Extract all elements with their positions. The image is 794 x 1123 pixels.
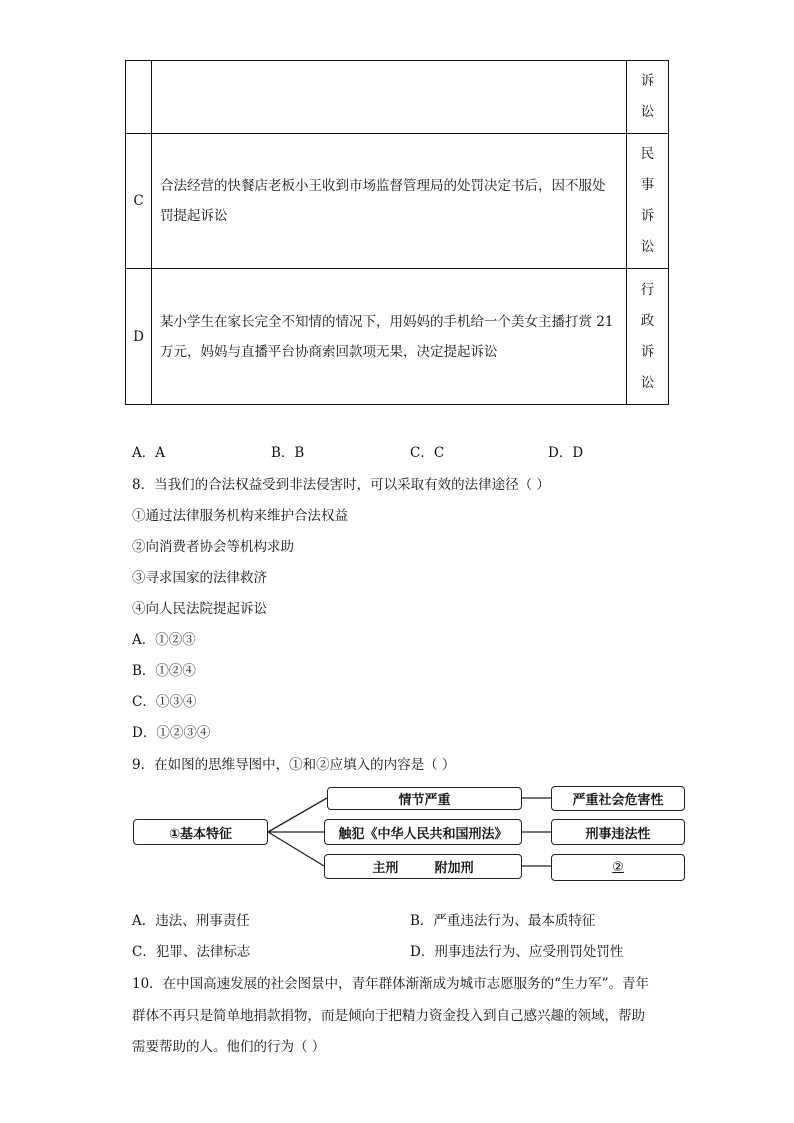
row-type: 民 事 诉 讼 (640, 146, 655, 255)
map-root-box: ①基本特征 (133, 819, 268, 845)
q8-item: ②向消费者协会等机构求助 (132, 539, 294, 555)
question-10-line: 10．在中国高速发展的社会图景中，青年群体渐渐成为城市志愿服务的“生力军”。青年 (132, 976, 649, 992)
map-mid-box: 主刑 附加刑 (324, 854, 522, 879)
option-b[interactable]: B．①②④ (132, 663, 196, 679)
map-right-box: 刑事违法性 (551, 819, 685, 845)
row-content: 合法经营的快餐店老板小王收到市场监督管理局的处罚决定书后，因不服处 罚提起诉讼 (152, 134, 627, 269)
map-mid-box: 情节严重 (327, 787, 522, 810)
option-b[interactable]: B．B (271, 445, 305, 461)
option-b[interactable]: B．严重违法行为、最本质特征 (410, 913, 596, 929)
option-a[interactable]: A．①②③ (132, 632, 196, 648)
option-c[interactable]: C．①③④ (132, 694, 197, 710)
option-a[interactable]: A．A (132, 445, 165, 461)
question-9-stem: 9．在如图的思维导图中，①和②应填入的内容是（ ） (132, 757, 456, 773)
map-right-box: 严重社会危害性 (551, 786, 685, 811)
row-content: 某小学生在家长完全不知情的情况下，用妈妈的手机给一个美女主播打赏 21 万元，妈妈与直播平台协商索回款项无果，决定提起诉讼 (152, 269, 627, 405)
row-letter: D (126, 269, 152, 405)
row-letter: C (126, 134, 152, 269)
row-type: 行 政 诉 讼 (640, 281, 655, 391)
row-type: 诉 讼 (640, 73, 655, 120)
option-d[interactable]: D．D (548, 445, 584, 461)
map-mid-box: 触犯《中华人民共和国刑法》 (324, 819, 522, 845)
q8-item: ③寻求国家的法律救济 (132, 570, 267, 586)
option-d[interactable]: D．①②③④ (132, 725, 211, 741)
option-d[interactable]: D．刑事违法行为、应受刑罚处罚性 (410, 944, 624, 960)
map-right-box: ② (551, 854, 685, 881)
option-c[interactable]: C．犯罪、法律标志 (132, 944, 251, 960)
option-a[interactable]: A．违法、刑事责任 (132, 913, 250, 929)
question-10-line: 需要帮助的人。他们的行为（ ） (132, 1039, 326, 1055)
option-c[interactable]: C．C (410, 445, 445, 461)
question-10-line: 群体不再只是简单地捐款捐物，而是倾向于把精力资金投入到自己感兴趣的领域，帮助 (132, 1008, 645, 1024)
q8-item: ①通过法律服务机构来维护合法权益 (132, 508, 348, 524)
question-8-stem: 8．当我们的合法权益受到非法侵害时，可以采取有效的法律途径（ ） (132, 477, 550, 493)
q8-item: ④向人民法院提起诉讼 (132, 601, 267, 617)
